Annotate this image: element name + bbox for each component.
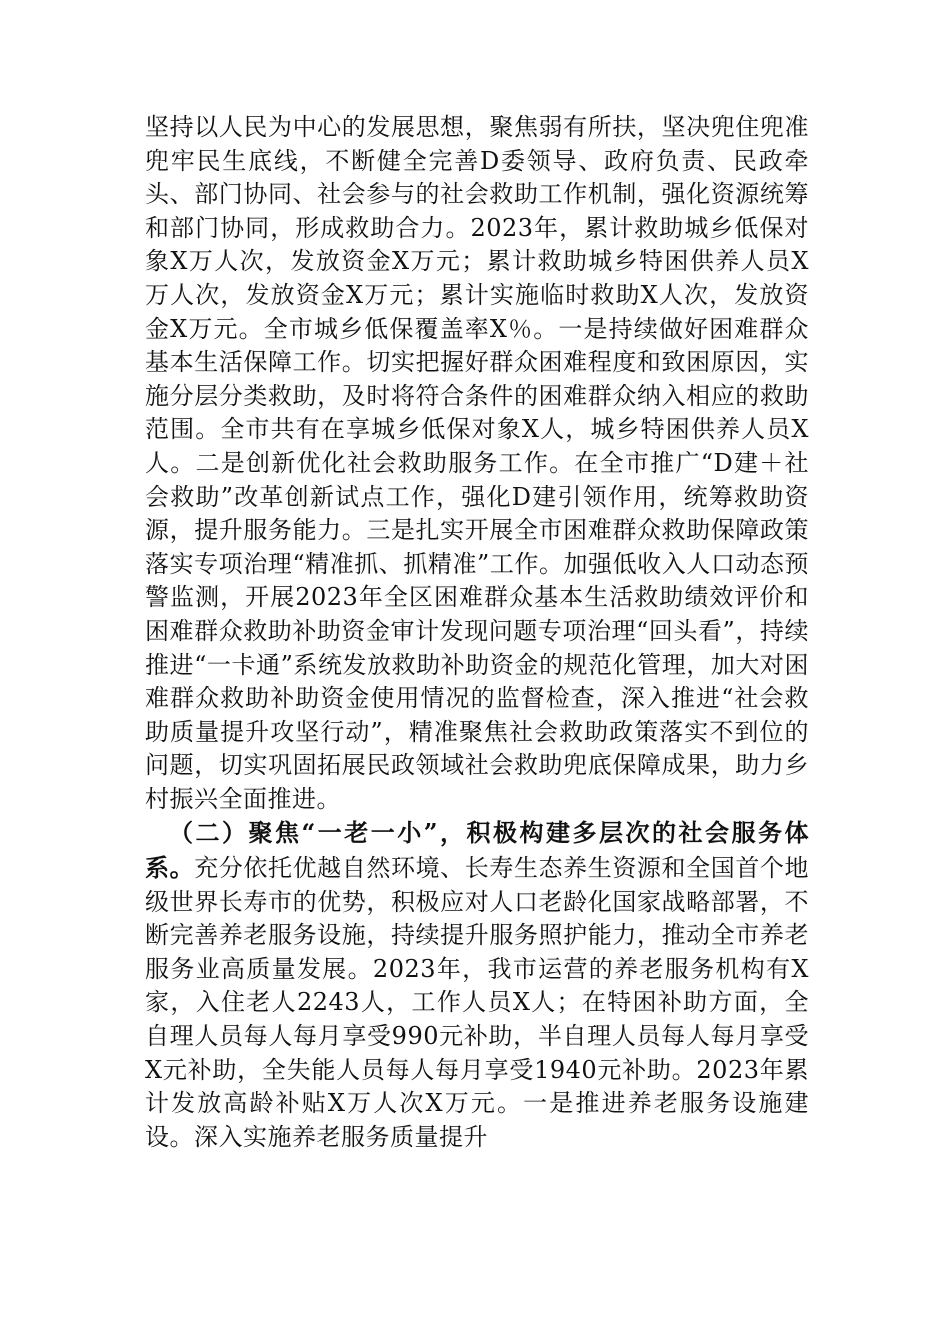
- body-paragraph-social-assistance: 坚持以人民为中心的发展思想，聚焦弱有所扶，坚决兜住兜准兜牢民生底线，不断健全完善D委领导、政府负责、民政牵头、部门协同、社会参与的社会救助工作机制，强化资源统筹和部门协同，形成救助合力。2023年，累计救助城乡低保对象X万人次，发放资金X万元；累计救助城乡特困供养人员X万人次，发放资金X万元；累计实施临时救助X人次，发放资金X万元。全市城乡低保覆盖率X％。一是持续做好困难群众基本生活保障工作。切实把握好群众困难程度和致困原因，实施分层分类救助，及时将符合条件的困难群众纳入相应的救助范围。全市共有在享城乡低保对象X人，城乡特困供养人员X人。二是创新优化社会救助服务工作。在全市推广“D建＋社会救助”改革创新试点工作，强化D建引领作用，统筹救助资源，提升服务能力。三是扎实开展全市困难群众救助保障政策落实专项治理“精准抓、抓精准”工作。加强低收入人口动态预警监测，开展2023年全区困难群众基本生活救助绩效评价和困难群众救助补助资金审计发现问题专项治理“回头看”，持续推进“一卡通”系统发放救助补助资金的规范化管理，加大对困难群众救助补助资金使用情况的监督检查，深入推进“社会救助质量提升攻坚行动”，精准聚焦社会救助政策落实不到位的问题，切实巩固拓展民政领域社会救助兜底保障成果，助力乡村振兴全面推进。: [145, 113, 809, 813]
- section-paragraph-elderly-children: [145, 816, 809, 1154]
- section-heading: （二）聚焦“一老一小”，积极构建多层次的社会服务体系。: [145, 818, 809, 883]
- section-body-text: 充分依托优越自然环境、长寿生态养生资源和全国首个地级世界长寿市的优势，积极应对人口老龄化国家战略部署，不断完善养老服务设施，持续提升服务照护能力，推动全市养老服务业高质量发展。2023年，我市运营的养老服务机构有X家，入住老人2243人，工作人员X人；在特困补助方面，全自理人员每人每月享受990元补助，半自理人员每人每月享受X元补助，全失能人员每人每月享受1940元补助。2023年累计发放高龄补贴X万人次X万元。一是推进养老服务设施建设。深入实施养老服务质量提升: [145, 854, 810, 1151]
